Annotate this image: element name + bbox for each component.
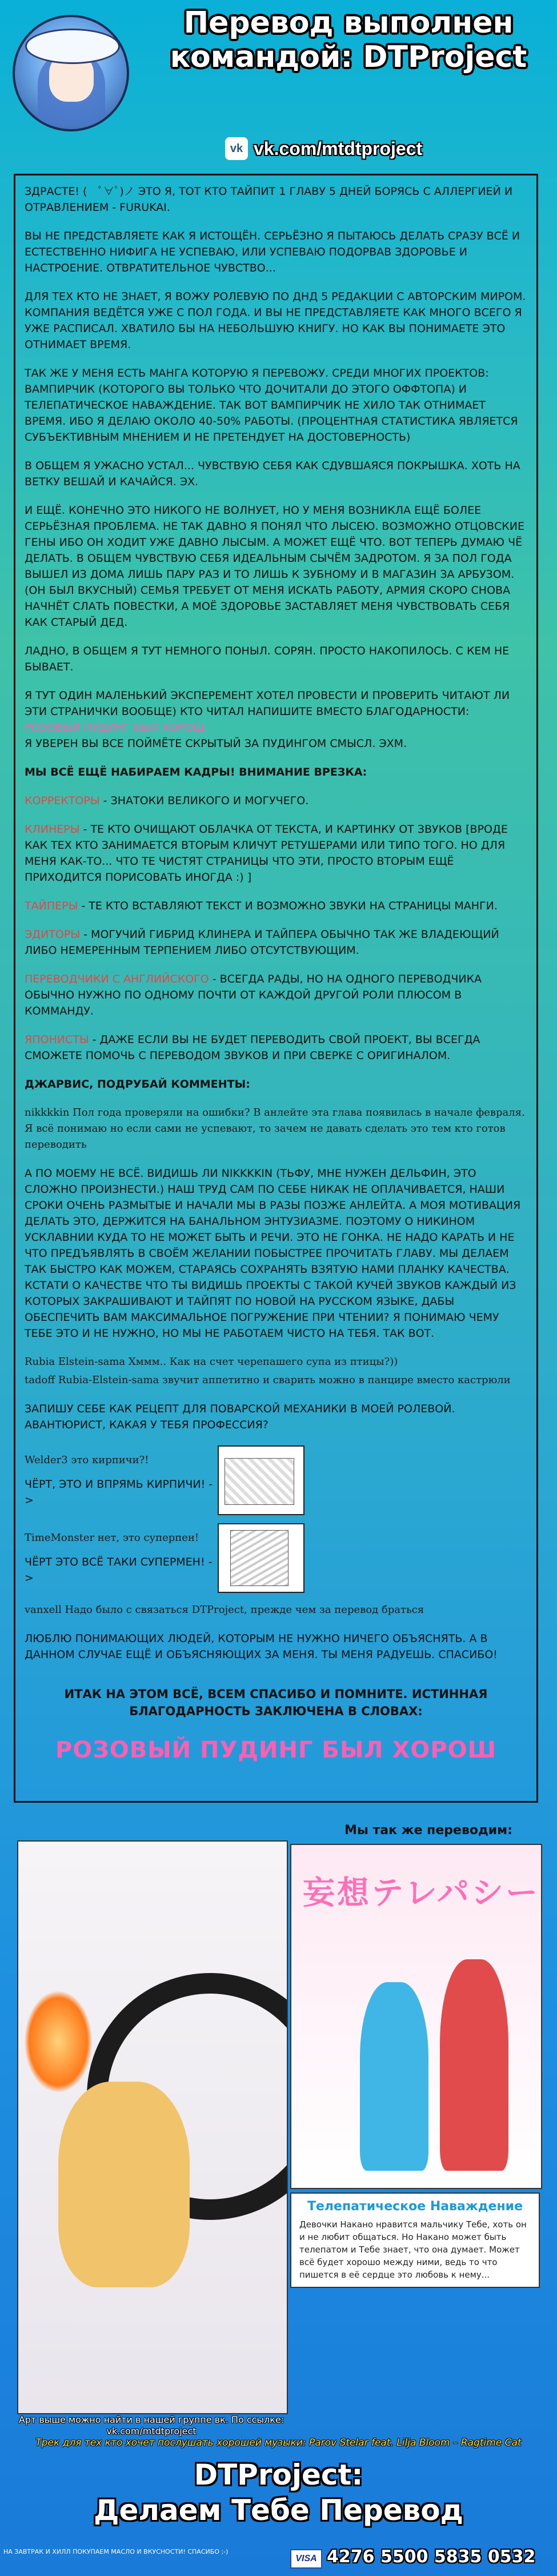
manga-summary: Девочки Накано нравится мальчику Тебе, хоть он и не любит общаться. Но Накано может быть телепатом и Тебе знает, что она думает. Может всё будет хорошо между ними, ведь то что пишется в её сердце это любовь к нему... xyxy=(299,2219,527,2280)
art-fox-girl xyxy=(58,2082,190,2287)
manga-title: Телепатическое Наваждение xyxy=(307,2199,523,2214)
art-caption: Арт выше можно найти в нашей группе вк. По ссылке: vk.com/mtdtproject xyxy=(18,2414,284,2437)
vk-logo-icon: vk xyxy=(225,137,248,160)
comment: vanxell Надо было с связаться DTProject, прежде чем за перевод браться xyxy=(25,1604,424,1616)
paragraph: ВЫ НЕ ПРЕДСТАВЛЯЕТЕ КАК Я ИСТОЩЁН. СЕРЬЁЗНО Я ПЫТАЮСЬ ДЕЛАТЬ СРАЗУ ВСЁ И ЕСТЕСТВЕННО НИФИГА НЕ УСПЕВАЮ, ИЛИ УСПЕВАЮ ПОДОРВАВ ЗДОРОВЬЕ И НАСТРОЕНИЕ. ОТВРАТИТЕЛЬНОЕ ЧУВСТВО... xyxy=(25,230,520,274)
role-description: - ТЕ КТО ОЧИЩАЮТ ОБЛАЧКА ОТ ТЕКСТА, И КАРТИНКУ ОТ ЗВУКОВ [ВРОДЕ КАК ТЕХ КТО ЗАНИМАЕТСЯ ВТОРЫМ КЛИЧУТ РЕТУШЕРАМИ ИЛИ ТИПО ТОГО. НО ДЛЯ МЕНЯ КАК-ТО... ЧТО ТЕ ЧИСТЯТ СТРАНИЦЫ ЧТО ЭТИ, ПРОСТО ВТОРЫМ ЕЩЁ ПРИХОДИТСЯ ПОРИСОВАТЬ ИНОГДА :) ] xyxy=(25,823,508,884)
manga-cover[interactable] xyxy=(290,1844,542,2189)
role-item xyxy=(25,971,527,1019)
recruiting-heading: МЫ ВСЁ ЕЩЁ НАБИРАЕМ КАДРЫ! ВНИМАНИЕ ВРЕЗКА: xyxy=(25,766,367,778)
header xyxy=(0,0,557,171)
comment: nikkkkin Пол года проверяли на ошибки? В анлейте эта глава появилась в начале февраля. Я всё понимаю но если сами не успевают, то зачем не давать сделать это тем кто готов переводить xyxy=(25,1107,525,1151)
bottom-section xyxy=(17,1823,540,2437)
experiment-text: Я ТУТ ОДИН МАЛЕНЬКИЙ ЭКСПЕРЕМЕНТ ХОТЕЛ ПРОВЕСТИ И ПРОВЕРИТЬ ЧИТАЮТ ЛИ ЭТИ СТРАНИЧКИ ВООБЩЕ) КТО ЧИТАЛ НАПИШИТЕ ВМЕСТО БЛАГОДАРНОСТИ: xyxy=(25,689,510,718)
paragraph: ДЛЯ ТЕХ КТО НЕ ЗНАЕТ, Я ВОЖУ РОЛЕВУЮ ПО ДНД 5 РЕДАКЦИИ С АВТОРСКИМ МИРОМ. КОМПАНИЯ ВЕДЁТСЯ УЖЕ С ПОЛ ГОДА. И ВЫ НЕ ПРЕДСТАВЛЯЕТЕ КАК МНОГО ВСЕГО Я УЖЕ РАСПИСАЛ. ХВАТИЛО БЫ НА НЕБОЛЬШУЮ КНИГУ. НО КАК ВЫ ПОНИМАЕТЕ ЭТО ОТНИМАЕТ ВРЕМЯ. xyxy=(25,290,526,351)
manga-character-girl xyxy=(360,1982,428,2171)
manga-logo: 妄想テレパシー xyxy=(303,1874,540,1912)
paragraph: И ЕЩЁ. КОНЕЧНО ЭТО НИКОГО НЕ ВОЛНУЕТ, НО У МЕНЯ ВОЗНИКЛА ЕЩЁ БОЛЕЕ СЕРЬЁЗНАЯ ПРОБЛЕМА. НЕ ТАК ДАВНО Я ПОНЯЛ ЧТО ЛЫСЕЮ. ВОЗМОЖНО ОТЦОВСКИЕ ГЕНЫ ИБО ОН ХОДИТ УЖЕ ДАВНО ЛЫСЫМ. А МОЖЕТ ЕЩЁ ЧТО. ВОТ ТЕПЕРЬ ДУМАЮ ЧЁ ДЕЛАТЬ. В ОБЩЕМ ЧУВСТВУЮ СЕБЯ ИДЕАЛЬНЫМ СЫЧЁМ ЗАДРОТОМ. Я ЗА ПОЛ ГОДА ВЫШЕЛ ИЗ ДОМА ЛИШЬ ПАРУ РАЗ И ТО ЛИШЬ К ЗУБНОМУ И В МАГАЗИН ЗА АРБУЗОМ. (ОН БЫЛ ВКУСНЫЙ) СЕМЬЯ ТРЕБУЕТ ОТ МЕНЯ ИСКАТЬ РАБОТУ, АРМИЯ СКОРО СНОВА НАЧНЁТ СЛАТЬ ПОВЕСТКИ, А МОЁ ЗДОРОВЬЕ ЗАСТАВЛЯЕТ МЕНЯ ЧУВСТВОВАТЬ СЕБЯ КАК СТАРЫЙ ДЕД. xyxy=(25,504,524,629)
comment: tadoff Rubia-Elstein-sama звучит аппетитно и сварить можно в панцире вместо кастрюли xyxy=(25,1374,511,1386)
superman-image xyxy=(218,1523,304,1593)
pink-pudding-final: РОЗОВЫЙ ПУДИНГ БЫЛ ХОРОШ xyxy=(55,1737,497,1763)
superman-sketch xyxy=(230,1530,288,1586)
paragraph: ТАК ЖЕ У МЕНЯ ЕСТЬ МАНГА КОТОРУЮ Я ПЕРЕВОЖУ. СРЕДИ МНОГИХ ПРОЕКТОВ: ВАМПИРЧИК (КОТОРОГО ВЫ ТОЛЬКО ЧТО ДОЧИТАЛИ ДО ЭТОГО ОФФТОПА) И ТЕЛЕПАТИЧЕСКОЕ НАВАЖДЕНИЕ. ТАК ВОТ ВАМПИРЧИК НЕ ХИЛО ТАК ОТНИМАЕТ ВРЕМЯ. ИБО Я ДЕЛАЮ ОКОЛО 40-50% РАБОТЫ. (ПРОЦЕНТНАЯ СТАТИСТИКА ЯВЛЯЕТСЯ СУБЪЕКТИВНЫМ МНЕНИЕМ И НЕ ПРЕТЕНДУЕТ НА ДОСТОВЕРНОСТЬ) xyxy=(25,367,518,444)
comment-text: Rubia Elstein-sama Хммм.. Как на счет черепашего супа из птицы?)) xyxy=(25,1356,398,1368)
role-name: КОРРЕКТОРЫ xyxy=(25,794,100,807)
comment: TimeMonster нет, это суперпен! xyxy=(25,1532,199,1544)
fox-girl-art xyxy=(17,1840,288,2414)
music-track: Трек для тех кто хочет послушать хорошей музыки: Parov Stelar feat. Lilja Bloom – Ragtime Cat xyxy=(35,2437,522,2449)
comment: Welder3 это кирпичи?! xyxy=(25,1454,149,1466)
comment-row xyxy=(25,1445,527,1515)
role-description: - ЗНАТОКИ ВЕЛИКОГО И МОГУЧЕГО. xyxy=(99,794,309,807)
page-title: Перевод выполнен командой: DTProject xyxy=(170,6,527,74)
card-number: 4276 5500 5835 0532 xyxy=(327,2547,536,2567)
also-translate-heading: Мы так же переводим: xyxy=(344,1823,512,1838)
closing-text: ИТАК НА ЭТОМ ВСЁ, ВСЕМ СПАСИБО И ПОМНИТЕ. ИСТИННАЯ БЛАГОДАРНОСТЬ ЗАКЛЮЧЕНА В СЛОВАХ: xyxy=(64,1687,488,1718)
comment-row xyxy=(25,1523,527,1593)
text-panel xyxy=(14,174,538,1803)
bricks-sketch xyxy=(225,1458,294,1505)
role-name: ЯПОНИСТЫ xyxy=(25,1033,89,1046)
paragraph: ЗАПИШУ СЕБЕ КАК РЕЦЕПТ ДЛЯ ПОВАРСКОЙ МЕХАНИКИ В МОЕЙ РОЛЕВОЙ. АВАНТЮРИСТ, КАКАЯ У ТЕБЯ ПРОФЕССИЯ? xyxy=(25,1403,455,1431)
art-fire xyxy=(24,1990,93,2093)
paragraph: В ОБЩЕМ Я УЖАСНО УСТАЛ... ЧУВСТВУЮ СЕБЯ КАК СДУВШАЯСЯ ПОКРЫШКА. ХОТЬ НА ВЕТКУ ВЕШАЙ И КАЧАЙСЯ. ЭХ. xyxy=(25,460,520,488)
experiment-note: Я УВЕРЕН ВЫ ВСЕ ПОЙМЁТЕ СКРЫТЫЙ ЗА ПУДИНГОМ СМЫСЛ. ЭХМ. xyxy=(25,737,407,750)
role-item xyxy=(25,1032,527,1064)
paragraph: ЗДРАСТЕ! ( ﾟ∀ﾟ)ノ ЭТО Я, ТОТ КТО ТАЙПИТ 1 ГЛАВУ 5 ДНЕЙ БОРЯСЬ С АЛЛЕРГИЕЙ И ОТРАВЛЕНИЕМ - FURUKAI. xyxy=(25,185,513,214)
role-description: - ТЕ КТО ВСТАВЛЯЮТ ТЕКСТ И ВОЗМОЖНО ЗВУКИ НА СТРАНИЦЫ МАНГИ. xyxy=(78,900,498,912)
paragraph: ЛАДНО, В ОБЩЕМ Я ТУТ НЕМНОГО ПОНЫЛ. СОРЯН. ПРОСТО НАКОПИЛОСЬ. С КЕМ НЕ БЫВАЕТ. xyxy=(25,645,510,673)
role-description: - ВСЕГДА РАДЫ, НО НА ОДНОГО ПЕРЕВОДЧИКА ОБЫЧНО НУЖНО ПО ОДНОМУ ПОЧТИ ОТ КАЖДОЙ ДРУГОЙ РОЛИ ПЛЮСОМ В КОММАНДУ. xyxy=(25,973,482,1017)
bricks-image xyxy=(218,1445,304,1515)
pink-pudding-phrase: РОЗОВЫЙ ПУДИНГ БЫЛ ХОРОШ. xyxy=(25,721,209,734)
manga-character-boy xyxy=(440,1959,508,2171)
role-description: - МОГУЧИЙ ГИБРИД КЛИНЕРА И ТАЙПЕРА ОБЫЧНО ТАК ЖЕ ВЛАДЕЮЩИЙ ЛИБО НЕМЕРЕННЫМ ТЕРПЕНИЕМ ЛИБО ОТСУТСТВУЮЩИМ. xyxy=(25,928,499,957)
avatar-hat xyxy=(25,29,120,64)
role-name: КЛИНЕРЫ xyxy=(25,823,80,836)
role-description: - ДАЖЕ ЕСЛИ ВЫ НЕ БУДЕТ ПЕРЕВОДИТЬ СВОЙ ПРОЕКТ, ВЫ ВСЕГДА СМОЖЕТЕ ПОМОЧЬ С ПЕРЕВОДОМ ЗВУКОВ И ПРИ СВЕРКЕ С ОРИГИНАЛОМ. xyxy=(25,1033,480,1062)
manga-description xyxy=(290,2192,540,2288)
footer xyxy=(0,2436,557,2576)
donation-note: НА ЗАВТРАК И ХИЛЛ ПОКУПАЕМ МАСЛО И ВКУСНОСТИ! СПАСИБО ;-) xyxy=(3,2548,229,2555)
paragraph: ЧЁРТ, ЭТО И ВПРЯМЬ КИРПИЧИ! -> xyxy=(25,1478,213,1507)
paragraph-experiment xyxy=(25,688,527,752)
avatar xyxy=(13,15,129,131)
footer-slogan: Делаем Тебе Перевод xyxy=(93,2494,464,2527)
role-item xyxy=(25,821,527,885)
vk-link-text[interactable]: vk.com/mtdtproject xyxy=(254,138,423,159)
roles-list xyxy=(25,793,527,1064)
comment xyxy=(25,1354,527,1370)
paragraph: ЧЁРТ ЭТО ВСЁ ТАКИ СУПЕРМЕН! -> xyxy=(25,1556,213,1584)
visa-logo-icon: VISA xyxy=(290,2549,322,2569)
paragraph: А ПО МОЕМУ НЕ ВСЁ. ВИДИШЬ ЛИ NIKKKKIN (ТЬФУ, МНЕ НУЖЕН ДЕЛЬФИН, ЭТО СЛОЖНО ПРОИЗНЕСТИ.) НАШ ТРУД САМ ПО СЕБЕ НИКАК НЕ ОПЛАЧИВАЕТСЯ, НАШИ СРОКИ ОЧЕНЬ РАЗМЫТЫЕ И НАЧАЛИ МЫ В РАЗЫ ПОЗЖЕ АНЛЕЙТА. А МОЯ МОТИВАЦИЯ ДЕЛАТЬ ЭТО, ДЕРЖИТСЯ НА БАНАЛЬНОМ ЭНТУЗИАЗМЕ. ПОЭТОМУ О НИКИНОМ УСКЛАВНИИ КУДА ТО НЕ МОЖЕТ БЫТЬ И РЕЧИ. ЭТО НЕ ГОНКА. НЕ НАДО КАРАТЬ И НЕ ЧТО ПРЕДЪЯВЛЯТЬ В СВОЁМ ЖЕЛАНИИ ПОБЫСТРЕЕ ПРОЧИТАТЬ ГЛАВУ. МЫ ДЕЛАЕМ ТАК БЫСТРО КАК МОЖЕМ, СТАРАЯСЬ СОХРАНЯТЬ ВЗЯТУЮ НАМИ ПЛАНКУ КАЧЕСТВА. КСТАТИ О КАЧЕСТВЕ ЧТО ТЫ ВИДИШЬ ПРОЕКТЫ С ТАКОЙ КУЧЕЙ ЗВУКОВ КАЖДЫЙ ИЗ КОТОРЫХ ЗАКРАШИВАЮТ И ТАЙПЯТ ПО НОВОЙ НА РУССКОМ ЯЗЫКЕ, ДАБЫ ОБЕСПЕЧИТЬ ВАМ МАКСИМАЛЬНОЕ ПОГРУЖЕНИЕ ПРИ ЧТЕНИИ? Я ПОНИМАЮ ЧЕМУ ТЕБЕ ЭТО И НЕ НУЖНО, НО МЫ НЕ РАБОТАЕМ ЧИСТО НА ТЕБЯ. ТАК ВОТ. xyxy=(25,1167,521,1340)
role-name: ПЕРЕВОДЧИКИ С АНГЛИЙСКОГО xyxy=(25,973,209,985)
footer-title: DTProject: xyxy=(194,2458,363,2491)
comments-heading: ДЖАРВИС, ПОДРУБАЙ КОММЕНТЫ: xyxy=(25,1078,250,1091)
role-name: ТАЙПЕРЫ xyxy=(25,900,78,912)
vk-link[interactable] xyxy=(225,137,422,160)
role-item xyxy=(25,926,527,958)
role-item xyxy=(25,793,527,809)
role-name: ЭДИТОРЫ xyxy=(25,928,81,941)
paragraph: ЛЮБЛЮ ПОНИМАЮЩИХ ЛЮДЕЙ, КОТОРЫМ НЕ НУЖНО НИЧЕГО ОБЪЯСНЯТЬ. А В ДАННОМ СЛУЧАЕ ЕЩЁ И ОБЪЯСНЯЮЩИХ ЗА МЕНЯ. ТЫ МЕНЯ РАДУЕШЬ. СПАСИБО! xyxy=(25,1632,498,1661)
role-item xyxy=(25,898,527,914)
